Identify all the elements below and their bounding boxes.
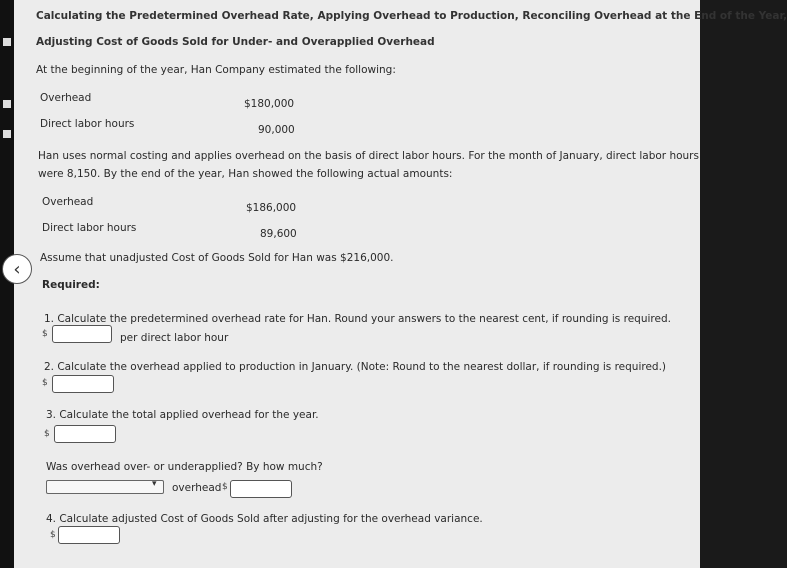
intro-text: At the beginning of the year, Han Company estimated the following: [36,64,396,76]
total-applied-input[interactable] [54,425,116,443]
assume-text: Assume that unadjusted Cost of Goods Sold for Han was $216,000. [40,252,394,264]
overhead-label: overhead [172,482,222,494]
paragraph-line-2: were 8,150. By the end of the year, Han showed the following actual amounts: [38,168,453,180]
estimated-labor-value: 90,000 [258,124,295,136]
question-2: 2. Calculate the overhead applied to production in January. (Note: Round to the nearest dollar, if rounding is required.) [44,361,667,373]
currency-symbol: $ [42,329,48,339]
chevron-left-icon[interactable]: ‹ [2,254,32,284]
currency-symbol: $ [44,429,50,439]
title-line-2: Adjusting Cost of Goods Sold for Under- and Overapplied Overhead [36,36,435,48]
problem-page [14,0,787,568]
paragraph-line-1: Han uses normal costing and applies overhead on the basis of direct labor hours. For the month of January, direct labor hours [38,150,699,162]
rate-unit-label: per direct labor hour [120,332,229,344]
currency-symbol: $ [50,530,56,540]
edge-mark [3,130,11,138]
applied-january-input[interactable] [52,375,114,393]
title-line-1: Calculating the Predetermined Overhead Rate, Applying Overhead to Production, Reconciling Overhead at the End of the Year, [36,10,787,22]
actual-overhead-value: $186,000 [246,202,297,214]
question-3b: Was overhead over- or underapplied? By how much? [46,461,323,473]
rate-input[interactable] [52,325,112,343]
variance-amount-input[interactable] [230,480,292,498]
actual-labor-label: Direct labor hours [42,222,137,234]
chevron-down-icon[interactable]: ▾ [152,479,157,489]
edge-mark [3,100,11,108]
variance-type-select[interactable] [46,480,164,494]
estimated-overhead-value: $180,000 [244,98,295,110]
estimated-labor-label: Direct labor hours [40,118,135,130]
currency-symbol: $ [42,378,48,388]
question-1: 1. Calculate the predetermined overhead rate for Han. Round your answers to the nearest cent, if rounding is required. [44,313,671,325]
question-4: 4. Calculate adjusted Cost of Goods Sold after adjusting for the overhead variance. [46,513,483,525]
question-3: 3. Calculate the total applied overhead for the year. [46,409,319,421]
left-edge [0,0,14,568]
currency-symbol: $ [222,482,228,492]
estimated-overhead-label: Overhead [40,92,92,104]
actual-labor-value: 89,600 [260,228,297,240]
actual-overhead-label: Overhead [42,196,94,208]
required-heading: Required: [42,279,100,291]
edge-mark [3,38,11,46]
adjusted-cogs-input[interactable] [58,526,120,544]
